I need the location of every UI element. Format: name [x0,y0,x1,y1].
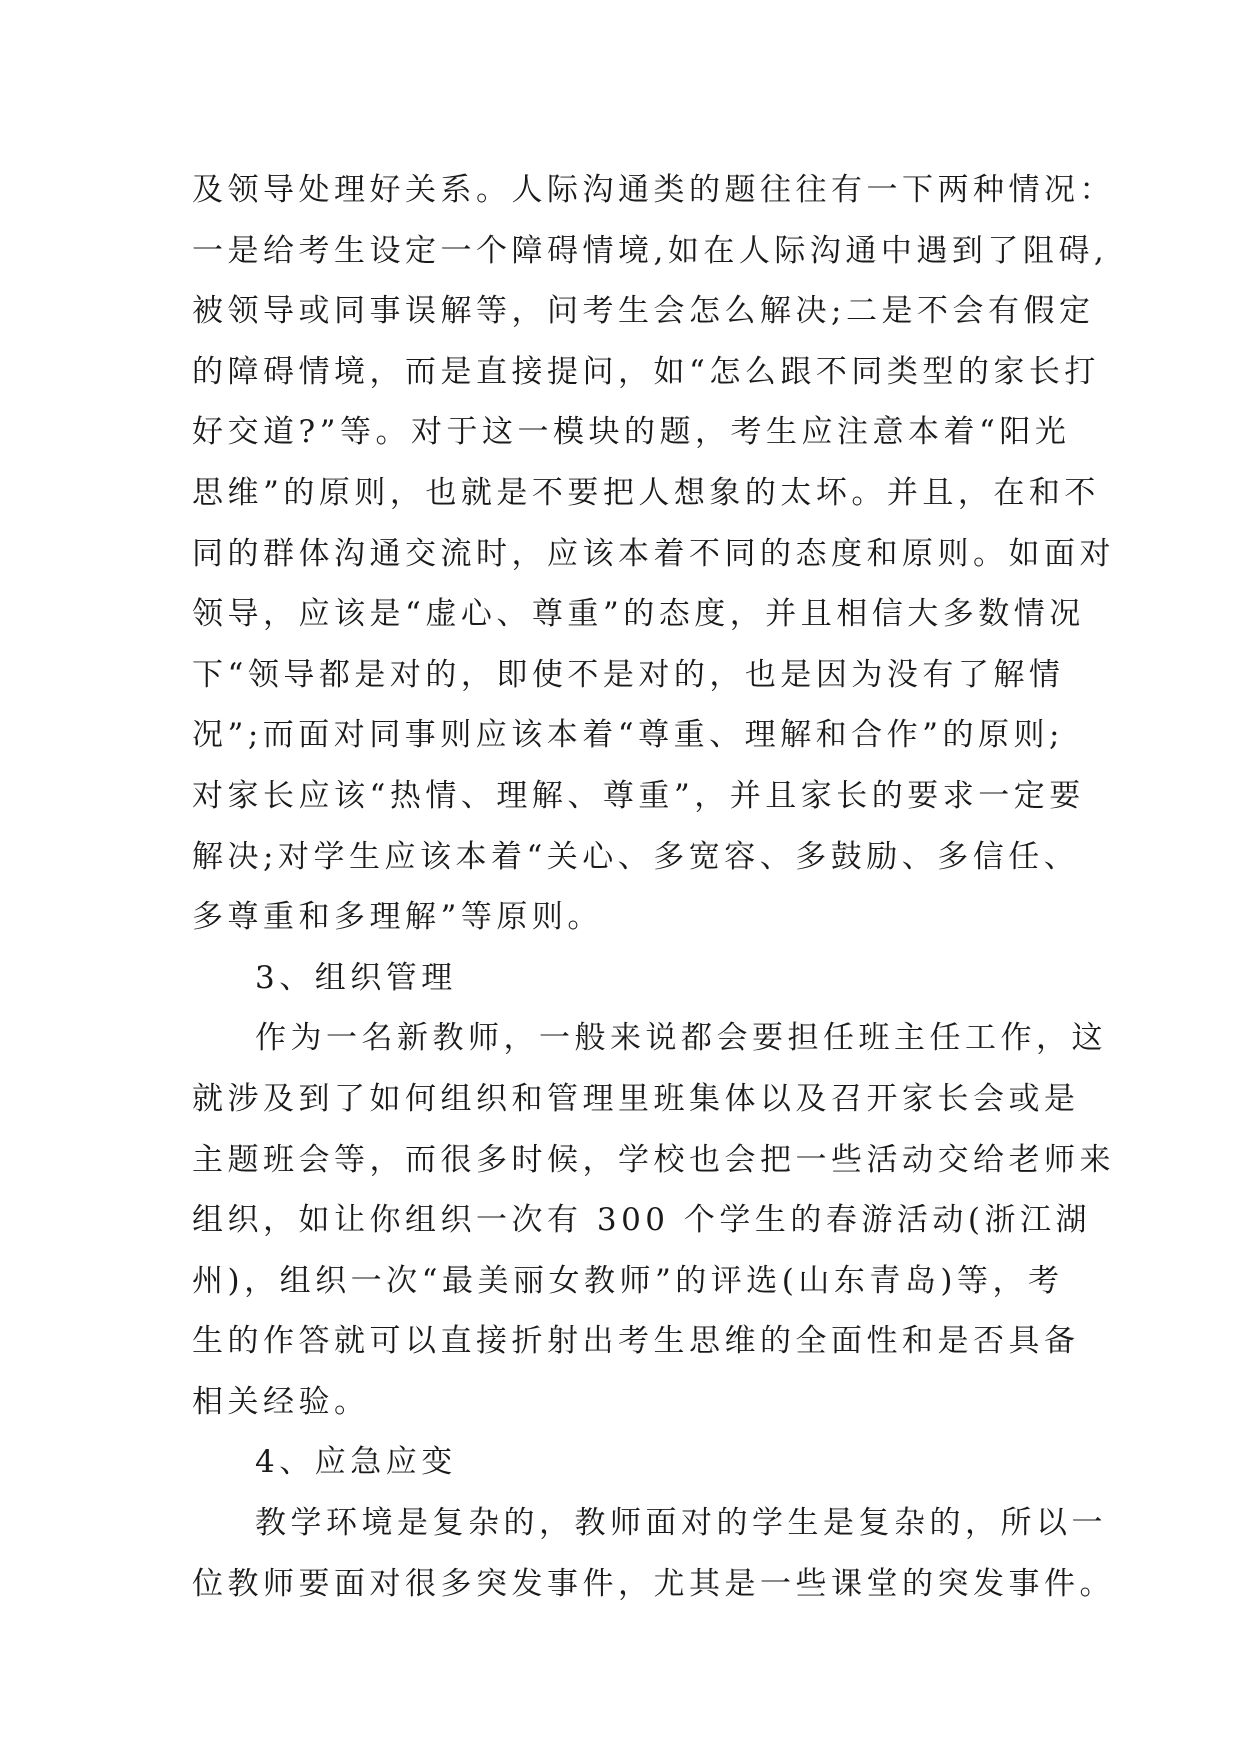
text-line: 位教师要面对很多突发事件，尤其是一些课堂的突发事件。 [192,1565,1115,1602]
text-line: 相关经验。 [192,1383,370,1420]
text-line: 的障碍情境，而是直接提问，如“怎么跟不同类型的家长打 [192,353,1100,390]
text-line: 被领导或同事误解等，问考生会怎么解决;二是不会有假定 [192,293,1095,330]
text-line: 对家长应该“热情、理解、尊重”，并且家长的要求一定要 [192,777,1085,814]
section-heading: 4、应急应变 [255,1444,457,1481]
text-line: 好交道?”等。对于这一模块的题，考生应注意本着“阳光 [192,414,1071,451]
text-line: 州)，组织一次“最美丽女教师”的评选(山东青岛)等，考 [192,1262,1064,1299]
text-line: 教学环境是复杂的，教师面对的学生是复杂的，所以一 [255,1505,1107,1542]
text-line: 领导，应该是“虚心、尊重”的态度，并且相信大多数情况 [192,596,1085,633]
text-line: 作为一名新教师，一般来说都会要担任班主任工作，这 [255,1020,1107,1057]
text-line: 多尊重和多理解”等原则。 [192,899,603,936]
text-line: 一是给考生设定一个障碍情境,如在人际沟通中遇到了阻碍, [192,232,1109,269]
text-line: 主题班会等，而很多时候，学校也会把一些活动交给老师来 [192,1141,1115,1178]
document-body [192,160,1115,1614]
text-line: 解决;对学生应该本着“关心、多宽容、多鼓励、多信任、 [192,838,1080,875]
text-line: 及领导处理好关系。人际沟通类的题往往有一下两种情况： [192,172,1115,208]
section-heading: 3、组织管理 [255,959,457,996]
text-line: 下“领导都是对的，即使不是对的，也是因为没有了解情 [192,656,1065,693]
text-line: 况”;而面对同事则应该本着“尊重、理解和合作”的原则; [192,717,1064,754]
text-line: 思维”的原则，也就是不要把人想象的太坏。并且，在和不 [192,474,1100,511]
text-line: 组织，如让你组织一次有 300 个学生的春游活动(浙江湖 [192,1202,1091,1239]
text-line: 同的群体沟通交流时，应该本着不同的态度和原则。如面对 [192,535,1115,572]
text-line: 就涉及到了如何组织和管理里班集体以及召开家长会或是 [192,1080,1080,1117]
text-line: 生的作答就可以直接折射出考生思维的全面性和是否具备 [192,1323,1080,1360]
